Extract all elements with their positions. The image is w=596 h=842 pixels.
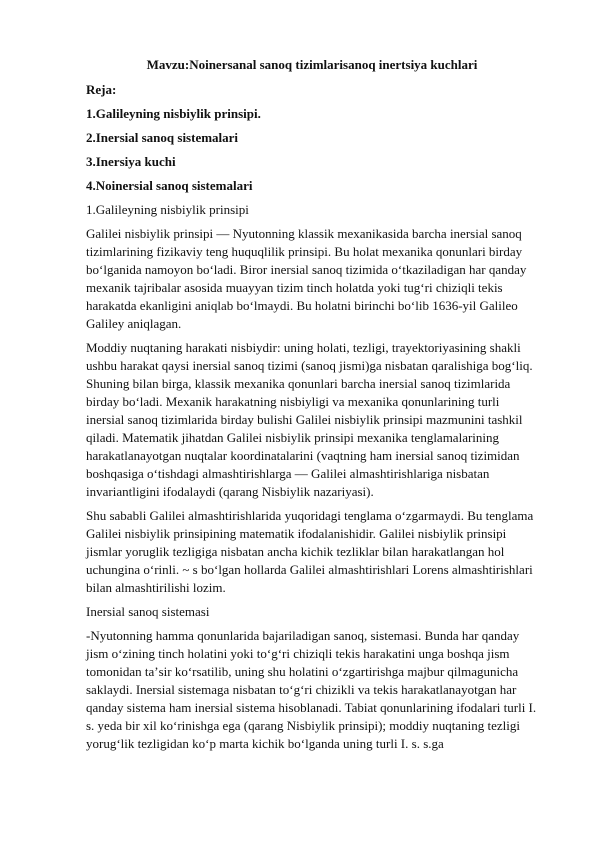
body-paragraph: Moddiy nuqtaning harakati nisbiydir: uning holati, tezligi, trayektoriyasining shakli ushbu harakat qaysi inersial sanoq tizimi (sanoq jismi)ga nisbatan qaralishiga bogʻliq. Shuning bilan birga, klassik mexanika qonunlari barcha inersial sanoq tizimlarida birday boʻladi. Mexanik harakatning nisbiyligi va mexanika qonunlarining turli inersial sanoq tizimlarida birday bulishi Galilei nisbiylik prinsipi mazmunini tashkil qiladi. Matematik jihatdan Galilei nisbiylik prinsipi mexanika tenglamalarining harakatlanayotgan nuqtalar koordinatalarini (vaqtning ham inersial sanoq tizimidan boshqasiga oʻtishdagi almashtirishlarga — Galilei almashtirishlariga nisbatan invariantligini ifodalaydi (qarang Nisbiylik nazariyasi).	[86, 340, 533, 499]
section-heading: Inersial sanoq sistemasi	[86, 604, 210, 619]
body-paragraph: Galilei nisbiylik prinsipi — Nyutonning klassik mexanikasida barcha inersial sanoq tizimlarining fizikaviy teng huquqlilik prinsipi. Bu holat mexanika qonunlari birday boʻlganida namoyon boʻladi. Biror inersial sanoq tizimida oʻtkaziladigan har qanday mexanik tajribalar asosida muayyan tizim tinch holatda yoki tugʻri chiziqli tekis harakatda ekanligini aniqlab boʻlmaydi. Bu holatni birinchi boʻlib 1636-yil Galileo Galiley aniqlagan.	[86, 226, 527, 331]
plan-label: Reja:	[86, 82, 117, 97]
body-paragraph: Shu sababli Galilei almashtirishlarida yuqoridagi tenglama oʻzgarmaydi. Bu tenglama Galilei nisbiylik prinsipining matematik ifodalanishidir. Galilei nisbiylik prinsipi jismlar yoruglik tezligiga nisbatan ancha kichik tezliklar bilan harakatlangan hol uchungina oʻrinli. ~ s boʻlgan hollarda Galilei almashtirishlari Lorens almashtirishlari bilan almashtirilishi lozim.	[86, 508, 534, 595]
plan-item: 2.Inersial sanoq sistemalari	[86, 130, 239, 145]
plan-item: 4.Noinersial sanoq sistemalari	[86, 178, 253, 193]
plan-item: 1.Galileyning nisbiylik prinsipi.	[86, 106, 261, 121]
section-heading: 1.Galileyning nisbiylik prinsipi	[86, 202, 249, 217]
body-paragraph: -Nyutonning hamma qonunlarida bajariladigan sanoq, sistemasi. Bunda har qanday jism oʻzining tinch holatini yoki toʻgʻri chiziqli tekis harakatini unga boshqa jism tomonidan taʼsir koʻrsatilib, uning shu holatini oʻzgartirishga majbur qilmagunicha saklaydi. Inersial sistemaga nisbatan toʻgʻri chizikli va tekis harakatlanayotgan har qanday sistema ham inersial sistema hisoblanadi. Tabiat qonunlarining ifodalari turli I. s. yeda bir xil koʻrinishga ega (qarang Nisbiylik prinsipi); moddiy nuqtaning tezligi yorugʻlik tezligidan koʻp marta kichik boʻlganda uning turli I. s. s.ga	[86, 628, 537, 751]
document-title: Mavzu:Noinersanal sanoq tizimlarisanoq inertsiya kuchlari	[146, 57, 478, 72]
plan-item: 3.Inersiya kuchi	[86, 154, 176, 169]
